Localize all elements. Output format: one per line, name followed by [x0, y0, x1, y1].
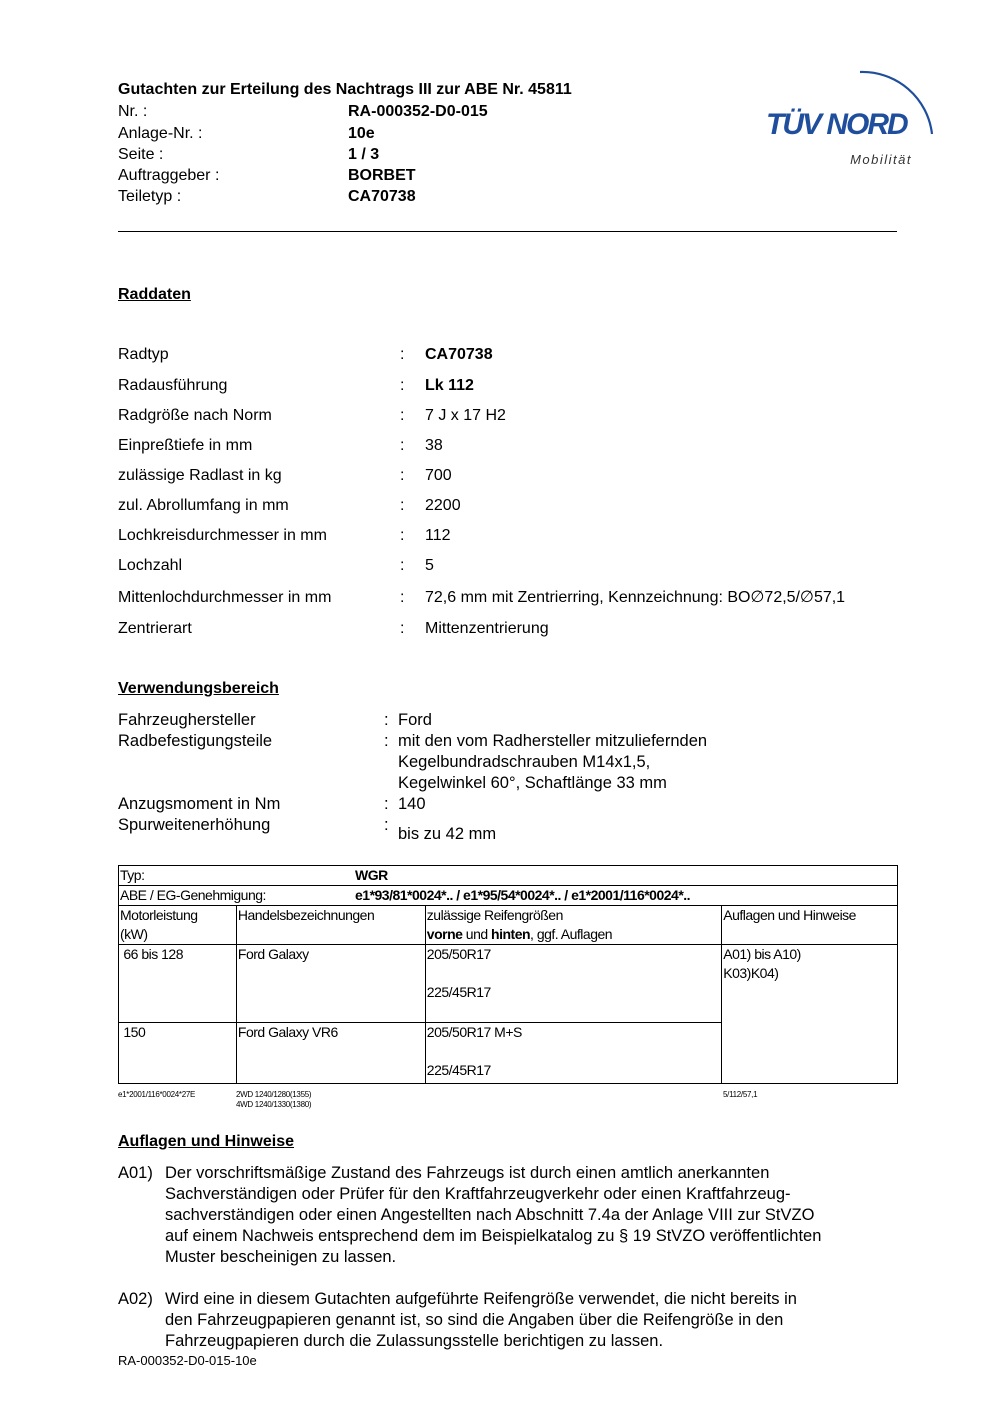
header-value: CA70738 — [348, 188, 416, 205]
verwendung-value: bis zu 42 mm — [398, 825, 497, 843]
raddaten-value: 112 — [425, 527, 451, 544]
verwendung-label: Spurweitenerhöhung — [118, 816, 271, 834]
raddaten-label: Radausführung — [118, 377, 228, 394]
auflage-line: Fahrzeugpapieren durch die Zulassungsstelle berichtigen zu lassen. — [165, 1332, 664, 1350]
auflage-line: Wird eine in diesem Gutachten aufgeführte Reifengröße verwendet, die nicht bereits in — [165, 1290, 797, 1308]
raddaten-row: Lochkreisdurchmesser in mm : 112 — [118, 525, 898, 547]
verwendung-label: Fahrzeughersteller — [118, 711, 256, 729]
typ-label: Typ: — [120, 867, 145, 883]
raddaten-row: Zentrierart : Mittenzentrierung — [118, 618, 898, 640]
raddaten-label: zulässige Radlast in kg — [118, 467, 282, 484]
table-footnote-mid: 4WD 1240/1330(1380) — [236, 1100, 312, 1109]
verwendung-value: Ford — [398, 711, 432, 729]
header-label: Teiletyp : — [118, 188, 182, 205]
document-title: Gutachten zur Erteilung des Nachtrags III zur ABE Nr. 45811 — [118, 81, 572, 98]
auflage-code: A02) — [118, 1290, 153, 1308]
logo-wordmark: TÜV NORD — [766, 108, 907, 141]
raddaten-label: Einpreßtiefe in mm — [118, 437, 253, 454]
raddaten-row: Mittenlochdurchmesser in mm : 72,6 mm mit Zentrierring, Kennzeichnung: BO∅72,5/∅57,1 — [118, 587, 898, 609]
table-footnote-mid: 2WD 1240/1280(1355) — [236, 1090, 312, 1099]
header-label: Nr. : — [118, 103, 148, 120]
auflage-line: Der vorschriftsmäßige Zustand des Fahrzeugs ist durch einen amtlich anerkannten — [165, 1164, 770, 1182]
cell-tire: 225/45R17 — [426, 984, 491, 1000]
col-header-hinten: hinten — [491, 926, 531, 942]
auflagen-heading: Auflagen und Hinweise — [118, 1133, 295, 1150]
auflage-line: Muster bescheinigen zu lassen. — [165, 1248, 397, 1266]
cell-power: 66 bis 128 — [123, 946, 183, 962]
raddaten-value: 2200 — [425, 497, 461, 514]
verwendung-label: Radbefestigungsteile — [118, 732, 273, 750]
auflage-line: sachverständigen oder einen Angestellten nach Abschnitt 7.4a der Anlage VIII zur StVZO — [165, 1206, 815, 1224]
auflage-code: A01) — [118, 1164, 153, 1182]
raddaten-row: Radgröße nach Norm : 7 J x 17 H2 — [118, 405, 898, 427]
cell-tire: 205/50R17 M+S — [426, 1024, 522, 1040]
logo-subtitle: Mobilität — [850, 152, 912, 167]
raddaten-row: zulässige Radlast in kg : 700 — [118, 465, 898, 487]
cell-tire: 205/50R17 — [426, 946, 491, 962]
abe-value: e1*93/81*0024*.. / e1*95/54*0024*.. / e1*2001/116*0024*.. — [355, 887, 691, 903]
typ-value: WGR — [355, 867, 388, 883]
auflage-line: den Fahrzeugpapieren genannt ist, so sind die Angaben über die Reifengröße in den — [165, 1311, 784, 1329]
raddaten-row: Radtyp : CA70738 — [118, 344, 898, 366]
raddaten-value: 700 — [425, 467, 452, 484]
header-divider — [118, 231, 897, 232]
verwendung-value: 140 — [398, 795, 426, 813]
raddaten-label: Lochzahl — [118, 557, 183, 574]
raddaten-label: Lochkreisdurchmesser in mm — [118, 527, 327, 544]
cell-notes: K03)K04) — [723, 965, 779, 981]
raddaten-heading: Raddaten — [118, 286, 191, 303]
tuv-nord-logo — [764, 60, 944, 170]
col-header-vorne: vorne — [426, 926, 463, 942]
raddaten-row: Lochzahl : 5 — [118, 555, 898, 577]
verwendung-value: Kegelwinkel 60°, Schaftlänge 33 mm — [398, 774, 667, 792]
raddaten-value: CA70738 — [425, 346, 493, 363]
raddaten-row: Einpreßtiefe in mm : 38 — [118, 435, 898, 457]
col-header-tires: zulässige Reifengrößen — [426, 907, 563, 923]
table-header-row — [119, 906, 898, 945]
raddaten-label: Zentrierart — [118, 620, 192, 637]
table-row — [119, 945, 898, 1023]
cell-notes: A01) bis A10) — [723, 946, 801, 962]
raddaten-label: Radgröße nach Norm — [118, 407, 272, 424]
raddaten-row: zul. Abrollumfang in mm : 2200 — [118, 495, 898, 517]
raddaten-label: Radtyp — [118, 346, 169, 363]
col-header-power: Motorleistung — [120, 907, 198, 923]
header-label: Seite : — [118, 146, 164, 163]
raddaten-row: Radausführung : Lk 112 — [118, 375, 898, 397]
raddaten-value: Mittenzentrierung — [425, 620, 549, 637]
header-value: 10e — [348, 125, 375, 142]
cell-name: Ford Galaxy — [237, 946, 309, 962]
header-label: Auftraggeber : — [118, 167, 220, 184]
raddaten-value: 7 J x 17 H2 — [425, 407, 506, 424]
header-value: BORBET — [348, 167, 416, 184]
page-footer: RA-000352-D0-015-10e — [118, 1353, 257, 1368]
table-footnote-right: 5/112/57,1 — [723, 1090, 758, 1099]
verwendung-value: mit den vom Radhersteller mitzuliefernden — [398, 732, 708, 750]
cell-name: Ford Galaxy VR6 — [237, 1024, 338, 1040]
header-label: Anlage-Nr. : — [118, 125, 203, 142]
raddaten-value: 38 — [425, 437, 443, 454]
verwendung-heading: Verwendungsbereich — [118, 680, 279, 697]
col-header-und: und — [462, 926, 492, 942]
header-value: 1 / 3 — [348, 146, 380, 163]
abe-label: ABE / EG-Genehmigung: — [120, 887, 266, 903]
raddaten-label: zul. Abrollumfang in mm — [118, 497, 289, 514]
table-row — [119, 886, 898, 906]
col-header-notes: Auflagen und Hinweise — [723, 907, 856, 923]
header-value: RA-000352-D0-015 — [348, 103, 488, 120]
auflage-item — [118, 1289, 908, 1352]
cell-tire: 225/45R17 — [426, 1062, 491, 1078]
verwendung-label: Anzugsmoment in Nm — [118, 795, 281, 813]
col-header-power-unit: (kW) — [120, 926, 148, 942]
auflage-item — [118, 1163, 908, 1268]
raddaten-value: 72,6 mm mit Zentrierring, Kennzeichnung: BO∅72,5/∅57,1 — [425, 589, 846, 606]
auflage-line: Sachverständigen oder Prüfer für den Kraftfahrzeugverkehr oder einen Kraftfahrzeug- — [165, 1185, 791, 1203]
table-footnote-left: e1*2001/116*0024*27E — [118, 1090, 196, 1099]
col-header-rest: , ggf. Auflagen — [530, 926, 613, 942]
cell-power: 150 — [123, 1024, 146, 1040]
col-header-name: Handelsbezeichnungen — [237, 907, 375, 923]
raddaten-value: 5 — [425, 557, 434, 574]
raddaten-value: Lk 112 — [425, 377, 474, 394]
verwendung-value: Kegelbundradschrauben M14x1,5, — [398, 753, 651, 771]
auflage-line: auf einem Nachweis entsprechend dem im Beispielkatalog zu § 19 StVZO veröffentlichten — [165, 1227, 822, 1245]
raddaten-label: Mittenlochdurchmesser in mm — [118, 589, 332, 606]
vehicle-table — [118, 865, 898, 1084]
table-row — [119, 866, 898, 886]
